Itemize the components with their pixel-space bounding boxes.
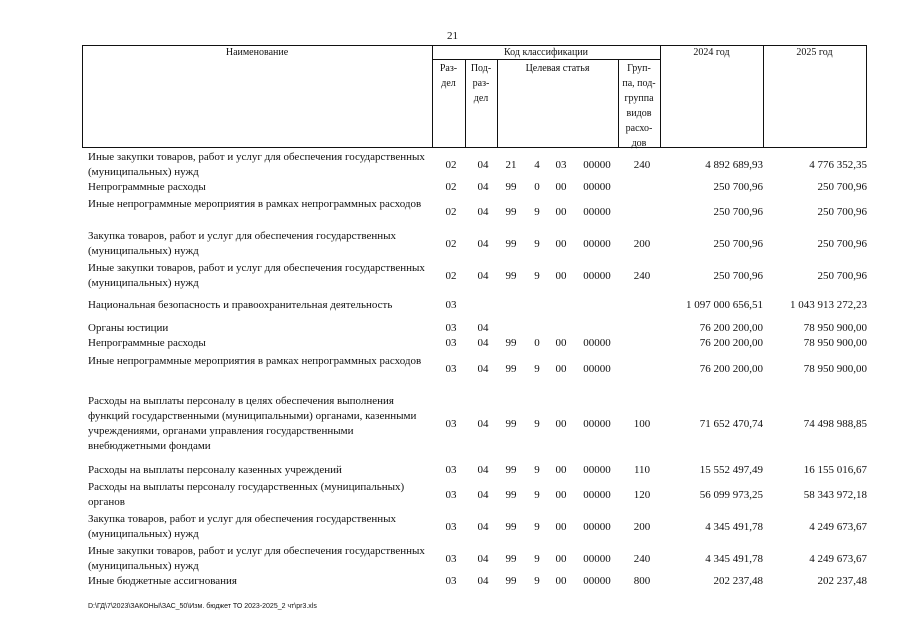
header-group: Груп- па, под- группа видов расхо- дов	[622, 63, 656, 149]
row-podrazdel: 04	[477, 417, 489, 430]
row-razdel: 03	[445, 520, 457, 533]
table-row	[0, 394, 905, 454]
row-y2025: 58 343 972,18	[803, 488, 867, 501]
row-t3: 00	[555, 552, 567, 565]
row-name: Непрограммные расходы	[88, 337, 206, 349]
header-razdel: Раз- дел	[439, 63, 458, 89]
row-y2025: 4 249 673,67	[809, 552, 867, 565]
row-t3: 00	[555, 269, 567, 282]
row-name: Расходы на выплаты персоналу в целях обеспечения выполнения функций государственными (муниципальными) органами, казенными учреждениями, органами управления государственными внебюджетными фондами	[88, 395, 417, 452]
table-row	[0, 354, 905, 384]
row-podrazdel: 04	[477, 181, 489, 193]
row-y2024: 1 097 000 656,51	[686, 299, 763, 311]
table-row	[0, 298, 905, 313]
row-t1: 99	[505, 575, 517, 587]
row-razdel: 02	[445, 269, 457, 282]
row-y2025: 250 700,96	[817, 269, 867, 282]
row-group: 240	[633, 552, 651, 565]
row-podrazdel: 04	[477, 237, 489, 250]
row-razdel: 03	[445, 488, 457, 501]
table-row	[0, 197, 905, 227]
row-t2: 9	[534, 362, 540, 375]
row-t3: 00	[555, 205, 567, 218]
row-t3: 00	[555, 488, 567, 501]
row-t4: 00000	[583, 337, 611, 349]
row-razdel: 03	[445, 575, 457, 587]
row-t3: 00	[555, 417, 567, 430]
row-podrazdel: 04	[477, 575, 489, 587]
header-2025: 2025 год	[796, 47, 833, 58]
row-t4: 00000	[583, 269, 611, 282]
row-t2: 9	[534, 464, 540, 476]
row-t4: 00000	[583, 552, 611, 565]
table-row	[0, 229, 905, 259]
row-y2024: 4 892 689,93	[705, 158, 763, 171]
row-t2: 9	[534, 575, 540, 587]
row-razdel: 03	[445, 322, 457, 334]
row-t2: 9	[534, 269, 540, 282]
row-podrazdel: 04	[477, 269, 489, 282]
table-row	[0, 261, 905, 291]
row-podrazdel: 04	[477, 552, 489, 565]
row-t3: 00	[555, 362, 567, 375]
row-t2: 9	[534, 417, 540, 430]
row-name: Расходы на выплаты персоналу государственных (муниципальных) органов	[88, 481, 405, 508]
row-podrazdel: 04	[477, 464, 489, 476]
row-t1: 99	[505, 205, 517, 218]
row-t4: 00000	[583, 520, 611, 533]
table-row	[0, 180, 905, 195]
row-t4: 00000	[583, 464, 611, 476]
row-t1: 99	[505, 269, 517, 282]
row-name: Органы юстиции	[88, 322, 169, 334]
row-t1: 99	[505, 417, 517, 430]
header-classification: Код классификации	[503, 47, 589, 58]
row-t1: 99	[505, 362, 517, 375]
row-name: Иные непрограммные мероприятия в рамках непрограммных расходов	[88, 198, 422, 210]
row-name: Иные непрограммные мероприятия в рамках непрограммных расходов	[88, 355, 422, 367]
row-t2: 0	[534, 337, 540, 349]
row-y2025: 1 043 913 272,23	[790, 299, 867, 311]
row-group: 100	[633, 417, 651, 430]
row-name: Иные закупки товаров, работ и услуг для обеспечения государственных (муниципальных) нужд	[88, 151, 425, 178]
row-name: Расходы на выплаты персоналу казенных учреждений	[88, 464, 342, 476]
table-row	[0, 336, 905, 351]
table-row	[0, 512, 905, 542]
row-podrazdel: 04	[477, 488, 489, 501]
row-y2025: 4 776 352,35	[809, 158, 867, 171]
row-t3: 00	[555, 181, 567, 193]
row-t1: 21	[505, 158, 517, 171]
row-podrazdel: 04	[477, 362, 489, 375]
row-razdel: 03	[445, 362, 457, 375]
row-name: Иные закупки товаров, работ и услуг для обеспечения государственных (муниципальных) нужд	[88, 545, 425, 572]
row-group: 240	[633, 269, 651, 282]
row-podrazdel: 04	[477, 205, 489, 218]
row-razdel: 03	[445, 464, 457, 476]
header-target: Целевая статья	[525, 63, 590, 74]
row-t1: 99	[505, 181, 517, 193]
row-podrazdel: 04	[477, 337, 489, 349]
row-y2025: 202 237,48	[817, 575, 867, 587]
row-t2: 9	[534, 205, 540, 218]
table-header	[82, 45, 867, 148]
row-name: Непрограммные расходы	[88, 181, 206, 193]
table-row	[0, 463, 905, 478]
header-name: Наименование	[225, 47, 289, 58]
row-t3: 03	[555, 158, 567, 171]
row-y2025: 16 155 016,67	[803, 464, 867, 476]
row-t1: 99	[505, 488, 517, 501]
row-group: 240	[633, 158, 651, 171]
table-row	[0, 321, 905, 336]
row-razdel: 03	[445, 299, 457, 311]
row-t2: 0	[534, 181, 540, 193]
row-y2025: 250 700,96	[817, 237, 867, 250]
row-t1: 99	[505, 464, 517, 476]
row-y2024: 76 200 200,00	[699, 362, 763, 375]
row-y2024: 71 652 470,74	[699, 417, 763, 430]
row-t1: 99	[505, 520, 517, 533]
row-group: 800	[633, 575, 651, 587]
row-y2025: 78 950 900,00	[803, 362, 867, 375]
row-podrazdel: 04	[477, 158, 489, 171]
row-t4: 00000	[583, 158, 611, 171]
row-razdel: 02	[445, 181, 457, 193]
row-group: 110	[633, 464, 651, 476]
row-y2024: 76 200 200,00	[699, 322, 763, 334]
row-name: Национальная безопасность и правоохранительная деятельность	[88, 299, 393, 311]
row-t1: 99	[505, 552, 517, 565]
row-y2024: 76 200 200,00	[699, 337, 763, 349]
row-y2024: 202 237,48	[713, 575, 763, 587]
row-t3: 00	[555, 464, 567, 476]
row-name: Закупка товаров, работ и услуг для обеспечения государственных (муниципальных) нужд	[88, 513, 397, 540]
page-number: 21	[447, 30, 458, 42]
row-t2: 9	[534, 552, 540, 565]
row-y2024: 56 099 973,25	[699, 488, 763, 501]
row-y2024: 15 552 497,49	[699, 464, 763, 476]
table-row	[0, 150, 905, 180]
row-t2: 9	[534, 237, 540, 250]
row-group: 200	[633, 520, 651, 533]
row-t3: 00	[555, 337, 567, 349]
row-t4: 00000	[583, 488, 611, 501]
row-t2: 4	[534, 158, 540, 171]
row-t4: 00000	[583, 575, 611, 587]
row-t4: 00000	[583, 417, 611, 430]
row-podrazdel: 04	[477, 520, 489, 533]
row-t4: 00000	[583, 205, 611, 218]
row-razdel: 03	[445, 337, 457, 349]
row-name: Закупка товаров, работ и услуг для обеспечения государственных (муниципальных) нужд	[88, 230, 397, 257]
row-name: Иные закупки товаров, работ и услуг для обеспечения государственных (муниципальных) нужд	[88, 262, 425, 289]
row-y2025: 74 498 988,85	[803, 417, 867, 430]
table-row	[0, 544, 905, 574]
row-group: 120	[633, 488, 651, 501]
row-y2024: 4 345 491,78	[705, 520, 763, 533]
row-y2024: 4 345 491,78	[705, 552, 763, 565]
row-razdel: 02	[445, 237, 457, 250]
row-t2: 9	[534, 520, 540, 533]
row-razdel: 02	[445, 158, 457, 171]
row-t4: 00000	[583, 362, 611, 375]
row-y2025: 4 249 673,67	[809, 520, 867, 533]
row-t3: 00	[555, 575, 567, 587]
row-razdel: 02	[445, 205, 457, 218]
row-y2024: 250 700,96	[713, 269, 763, 282]
table-row	[0, 574, 905, 589]
row-t3: 00	[555, 237, 567, 250]
row-y2025: 78 950 900,00	[803, 322, 867, 334]
row-y2024: 250 700,96	[713, 181, 763, 193]
header-podrazdel: Под- раз- дел	[470, 63, 492, 104]
row-t2: 9	[534, 488, 540, 501]
row-group: 200	[633, 237, 651, 250]
row-razdel: 03	[445, 417, 457, 430]
row-name: Иные бюджетные ассигнования	[88, 575, 237, 587]
table-row	[0, 480, 905, 510]
row-t1: 99	[505, 237, 517, 250]
row-y2025: 250 700,96	[817, 205, 867, 218]
row-t3: 00	[555, 520, 567, 533]
row-t4: 00000	[583, 181, 611, 193]
row-y2024: 250 700,96	[713, 205, 763, 218]
row-y2025: 78 950 900,00	[803, 337, 867, 349]
row-y2025: 250 700,96	[817, 181, 867, 193]
row-podrazdel: 04	[477, 322, 489, 334]
row-t4: 00000	[583, 237, 611, 250]
row-razdel: 03	[445, 552, 457, 565]
header-2024: 2024 год	[693, 47, 730, 58]
file-path: D:\ГД\7\2023\ЗАКОНЫ\ЗАС_50\Изм. бюджет ТО 2023-2025_2 чт\pr3.xls	[88, 603, 317, 610]
row-t1: 99	[505, 337, 517, 349]
row-y2024: 250 700,96	[713, 237, 763, 250]
